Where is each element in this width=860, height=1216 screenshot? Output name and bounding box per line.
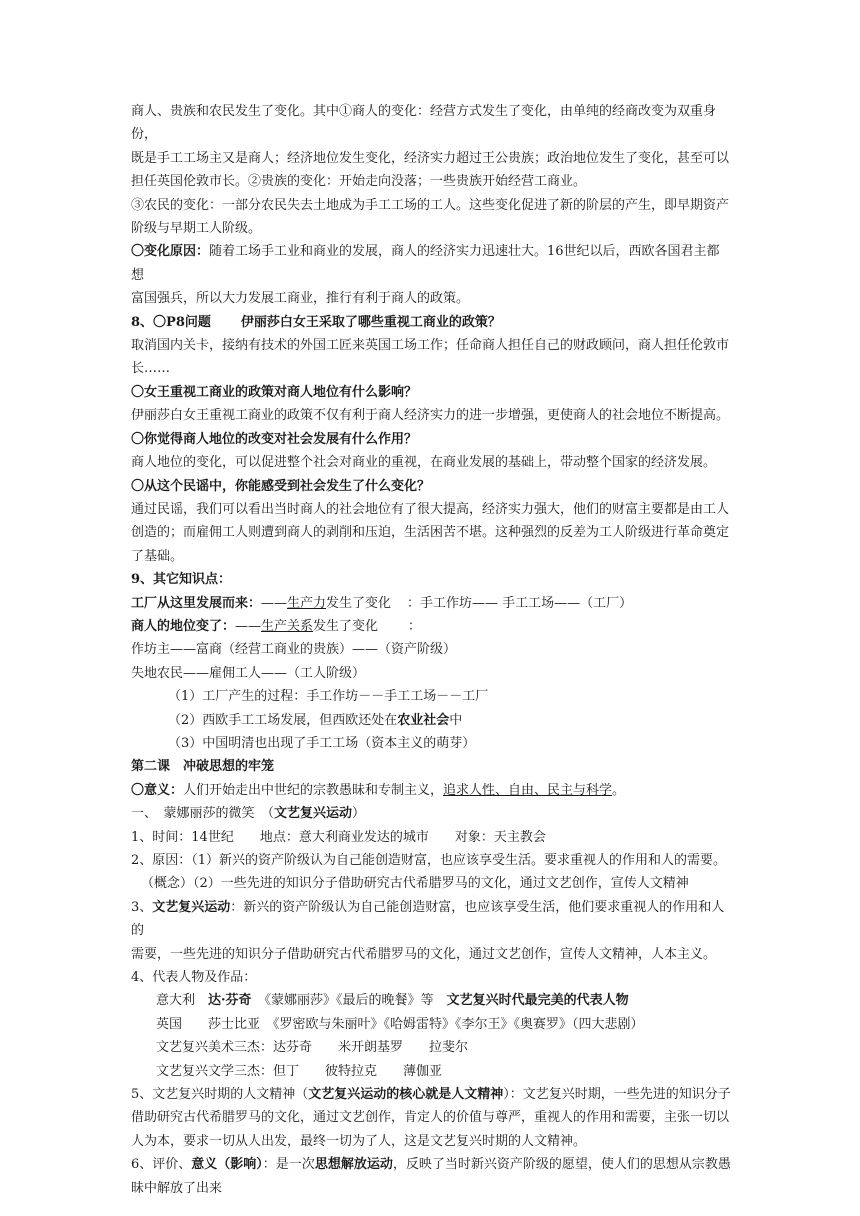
time-line: 1、时间：14世纪 地点：意大利商业发达的城市 对象：天主教会 [131, 829, 546, 845]
point-2-text: （2）西欧手工工场发展，但西欧还处在 [168, 712, 398, 728]
point-2 [131, 709, 731, 732]
definition-line1 [131, 896, 731, 943]
section-9-heading: 9、其它知识点： [131, 572, 232, 588]
evaluation-movement: 思想解放运动 [314, 1157, 393, 1173]
peasant-change-line2: 阶级与早期工人阶级。 [131, 221, 262, 237]
italy-label: 意大利 [156, 993, 209, 1009]
section-1-title: 一、 蒙娜丽莎的微笑 （ [131, 806, 275, 822]
merchant-change-line3: 担任英国伦敦市长。②贵族的变化：开始走向没落；一些贵族开始经营工商业。 [131, 174, 587, 190]
art-three-masters: 文艺复兴美术三杰：达芬奇 米开朗基罗 拉斐尔 [156, 1040, 469, 1056]
policy-answer-line1: 取消国内关卡，接纳有技术的外国工匠来英国工场工作；任命商人担任自己的财政顾问，商人担任伦敦市 [131, 338, 730, 354]
factory-dash: —— [261, 595, 288, 611]
da-vinci: 达·芬奇 [208, 993, 252, 1009]
merchant-status-line [131, 615, 731, 638]
lesson-2-heading: 第二课 冲破思想的牢笼 [131, 759, 275, 775]
reason-line1: 2、原因：（1）新兴的资产阶级认为自己能创造财富，也应该享受生活。要求重视人的作用和人的需要。 [131, 853, 727, 868]
point-2-end: 中 [449, 712, 463, 728]
da-vinci-note: 文艺复兴时代最完美的代表人物 [446, 993, 629, 1009]
definition-term: 文艺复兴运动 [152, 899, 231, 915]
point-3: （3）中国明清也出现了手工工场（资本主义的萌芽） [168, 735, 476, 751]
factory-change: 发生了变化 [326, 595, 392, 611]
impact-answer: 伊丽莎白女王重视工商业的政策不仅有利于商人经济实力的进一步增强，更使商人的社会地位不断提高。 [131, 408, 730, 424]
humanism-core: 文艺复兴运动的核心就是人文精神 [308, 1087, 504, 1103]
factory-line [131, 592, 731, 615]
ballad-answer-line1: 通过民谣，我们可以看出当时商人的社会地位有了很大提高，经济实力强大，他们的财富主要都是由工人 [131, 501, 730, 517]
change-reason-line2: 富国强兵，所以大力发展工商业，推行有利于商人的政策。 [131, 291, 470, 307]
ballad-answer-line2: 创造的；而雇佣工人则遭到商人的剥削和压迫，生活困苦不堪。这种强烈的反差为工人阶级进行革命奠定 [131, 525, 730, 541]
significance-label: 〇意义： [131, 782, 184, 798]
evaluation-line1 [131, 1153, 731, 1176]
document-body [131, 100, 731, 1200]
significance-underlined: 追求人性、自由、民主与科学 [443, 782, 613, 798]
question-8-prefix: 8、〇P8问题 [131, 314, 211, 330]
change-reason-line1 [131, 240, 731, 287]
productivity-term: 生产力 [287, 595, 327, 611]
merchant-colon: ： [408, 618, 422, 634]
evaluation-line2: 昧中解放了出来 [131, 1180, 223, 1196]
question-ballad: 〇从这个民谣中，你能感受到社会发生了什么变化？ [131, 478, 431, 494]
peasant-change-line1: ③农民的变化：一部分农民失去土地成为手工工场的工人。这些变化促进了新的阶层的产生，即早期资产 [131, 197, 730, 213]
italy-line [131, 989, 731, 1012]
section-1-end: ） [352, 806, 366, 822]
question-impact: 〇女王重视工商业的政策对商人地位有什么影响？ [131, 384, 418, 400]
role-answer: 商人地位的变化，可以促进整个社会对商业的重视，在商业发展的基础上，带动整个国家的经济发展。 [131, 455, 717, 471]
evaluation-significance: 意义（影响） [191, 1157, 263, 1173]
merchant-change-line2: 既是手工工场主又是商人；经济地位发生变化，经济实力超过王公贵族；政治地位发生了变化，甚至可以 [131, 150, 730, 166]
agricultural-society-term: 农业社会 [397, 712, 450, 728]
humanism-text: ）：文艺复兴时期，一些先进的知识分子 [503, 1087, 731, 1103]
question-8-text: 伊丽莎白女王采取了哪些重视工商业的政策？ [240, 314, 501, 330]
merchant-dash: —— [235, 618, 262, 634]
merchant-status-label: 商人的地位变了： [131, 618, 236, 634]
representatives-heading: 4、代表人物及作品： [131, 970, 257, 986]
production-relations-term: 生产关系 [261, 618, 314, 634]
ballad-answer-line3: 了基础。 [131, 548, 184, 564]
evaluation-text: ，反映了当时新兴资产阶级的愿望，使人们的思想从宗教愚 [392, 1157, 731, 1173]
point-1: （1）工厂产生的过程：手工作坊－－手工工场－－工厂 [168, 689, 489, 705]
section-1-heading [131, 802, 731, 825]
factory-chain: ：手工作坊—— 手工工场——（工厂） [407, 595, 633, 611]
change-reason-label: 〇变化原因： [131, 244, 210, 260]
question-8 [131, 311, 731, 334]
merchant-change-line1: 商人、贵族和农民发生了变化。其中①商人的变化：经营方式发生了变化，由单纯的经商改变为双重身份， [131, 104, 717, 143]
literature-three-masters: 文艺复兴文学三杰：但丁 彼特拉克 薄伽亚 [156, 1063, 443, 1079]
da-vinci-works: 《蒙娜丽莎》《最后的晚餐》等 [251, 993, 447, 1009]
workshop-line: 作坊主——富商（经营工商业的贵族）——（资产阶级） [131, 642, 457, 658]
renaissance-term: 文艺复兴运动 [274, 806, 353, 822]
england-line: 英国 莎士比亚 《罗密欧与朱丽叶》《哈姆雷特》《李尔王》《奥赛罗》（四大悲剧） [156, 1016, 644, 1032]
merchant-change: 发生了变化 [313, 618, 379, 634]
humanism-prefix: 5、文艺复兴时期的人文精神（ [131, 1087, 309, 1103]
peasant-line: 失地农民——雇佣工人——（工人阶级） [131, 665, 366, 681]
significance-end: 。 [612, 782, 626, 798]
significance-text: 人们开始走出中世纪的宗教愚昧和专制主义， [183, 782, 444, 798]
definition-number: 3、 [131, 899, 153, 915]
question-role: 〇你觉得商人地位的改变对社会发展有什么作用？ [131, 431, 418, 447]
humanism-line1 [131, 1083, 731, 1106]
change-reason-text: 随着工场手工业和商业的发展，商人的经济实力迅速壮大。16世纪以后，西欧各国君主都想 [131, 244, 720, 283]
humanism-line3: 人为本，要求一切从人出发，最终一切为了人，这是文艺复兴时期的人文精神。 [131, 1133, 587, 1149]
definition-line2: 需要，一些先进的知识分子借助研究古代希腊罗马的文化，通过文艺创作，宣传人文精神，人本主义。 [131, 946, 717, 962]
evaluation-mid: ：是一次 [262, 1157, 315, 1173]
definition-text: ：新兴的资产阶级认为自己能创造财富，也应该享受生活，他们要求重视人的作用和人的 [131, 899, 725, 939]
factory-label: 工厂从这里发展而来： [131, 595, 262, 611]
significance-line [131, 779, 731, 802]
evaluation-prefix: 6、评价、 [131, 1157, 192, 1173]
policy-answer-line2: 长…… [131, 361, 171, 377]
reason-line2: （概念）（2）一些先进的知识分子借助研究古代希腊罗马的文化，通过文艺创作，宣传人文精神 [141, 876, 689, 892]
humanism-line2: 借助研究古代希腊罗马的文化，通过文艺创作，肯定人的价值与尊严，重视人的作用和需要，主张一切以 [131, 1110, 730, 1126]
